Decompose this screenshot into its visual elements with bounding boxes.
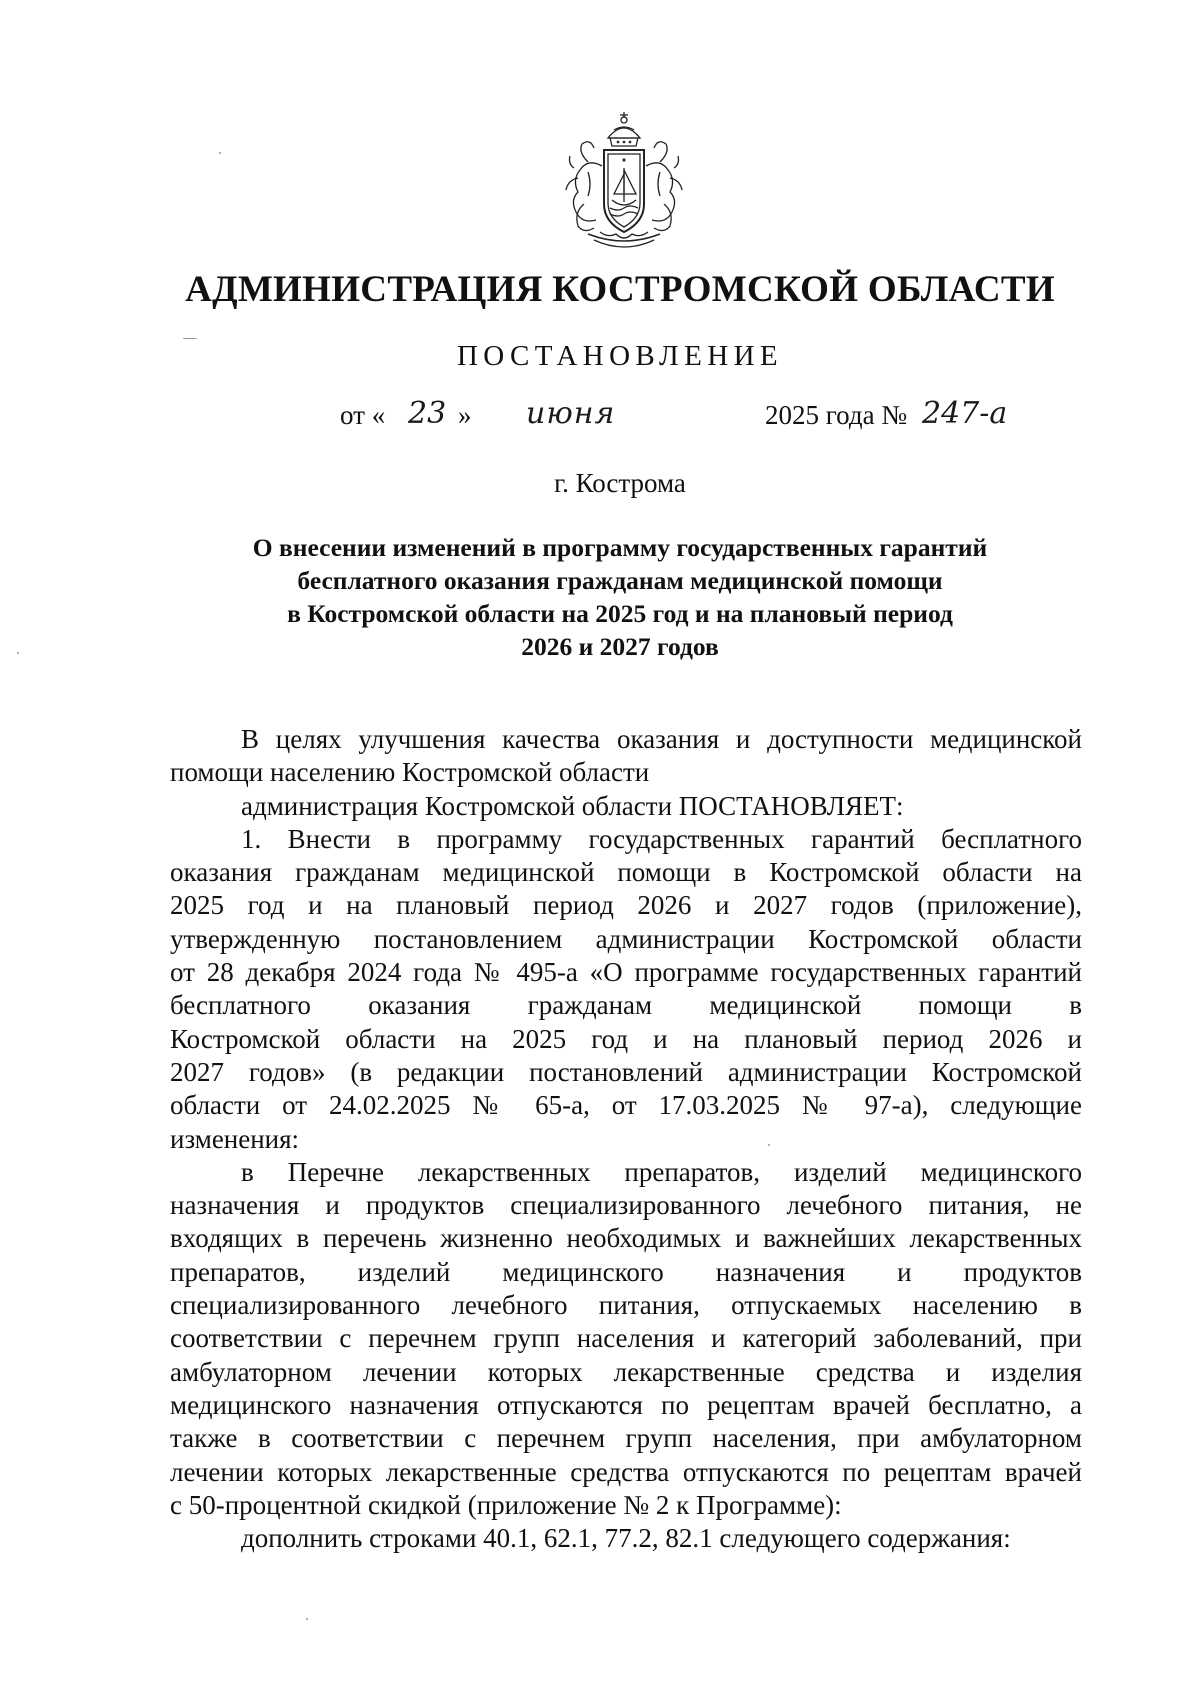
body-line: с 50-процентной скидкой (приложение № 2 к Программе): [170,1489,842,1520]
document-body [170,723,1082,1555]
body-line: специализированного лечебного питания, отпускаемых населению в [170,1290,1082,1321]
body-line: от 28 декабря 2024 года № 495-а «О программе государственных гарантий [170,957,1082,988]
body-line: 1. Внести в программу государственных гарантий бесплатного [241,823,1082,854]
date-prefix: от « [340,400,386,430]
body-line: помощи населению Костромской области [170,757,650,788]
handwritten-month: июня [526,396,616,431]
body-line: 2027 годов» (в редакции постановлений администрации Костромской [170,1056,1082,1087]
document-type: ПОСТАНОВЛЕНИЕ [456,340,784,372]
date-line [0,396,1200,450]
body-line: утвержденную постановлением администрации Костромской области [170,923,1082,954]
body-line: В целях улучшения качества оказания и доступности медицинской [241,724,1082,754]
body-line: области от 24.02.2025 № 65-а, от 17.03.2025 № 97-а), следующие [170,1090,1082,1121]
city: г. Кострома [554,468,686,498]
subject-line: бесплатного оказания гражданам медицинской помощи [297,566,943,595]
organization-title: АДМИНИСТРАЦИЯ КОСТРОМСКОЙ ОБЛАСТИ [185,269,1055,310]
body-line: также в соответствии с перечнем групп населения, при амбулаторном [170,1423,1082,1454]
scan-speck [17,652,19,654]
body-line: входящих в перечень жизненно необходимых и важнейших лекарственных [170,1223,1082,1254]
date-day-close: » [458,400,472,430]
subject-line: О внесении изменений в программу государственных гарантий [252,533,988,562]
document-subject [150,531,1090,663]
handwritten-day: 23 [408,396,447,431]
body-line: оказания гражданам медицинской помощи в Костромской области на [170,857,1082,888]
scan-speck [306,1618,308,1620]
date-year-number-label: 2025 года № [765,400,908,430]
body-line: бесплатного оказания гражданам медицинской помощи в [170,990,1082,1021]
body-line: назначения и продуктов специализированного лечебного питания, не [170,1190,1082,1221]
body-line: медицинского назначения отпускаются по рецептам врачей бесплатно, а [170,1389,1082,1420]
body-line: препаратов, изделий медицинского назначения и продуктов [170,1256,1082,1287]
body-line: изменения: [170,1123,300,1154]
body-line: соответствии с перечнем групп населения и категорий заболеваний, при [170,1323,1082,1354]
subject-line: 2026 и 2027 годов [521,632,719,661]
scan-speck [219,152,221,154]
scan-speck [768,1144,770,1146]
handwritten-document-number: 247-а [922,396,1008,431]
body-line: администрация Костромской области ПОСТАНОВЛЯЕТ: [241,790,904,821]
body-line: в Перечне лекарственных препаратов, изделий медицинского [241,1156,1082,1187]
body-line: лечении которых лекарственные средства отпускаются по рецептам врачей [170,1456,1082,1487]
coat-of-arms-icon [548,108,700,260]
body-line: Костромской области на 2025 год и на плановый период 2026 и [170,1023,1082,1054]
subject-line: в Костромской области на 2025 год и на плановый период [287,599,953,628]
scan-speck [183,338,197,339]
body-line: 2025 год и на плановый период 2026 и 2027 годов (приложение), [170,890,1082,921]
body-line: амбулаторном лечении которых лекарственные средства и изделия [170,1356,1082,1387]
body-line: дополнить строками 40.1, 62.1, 77.2, 82.1 следующего содержания: [241,1523,1011,1554]
